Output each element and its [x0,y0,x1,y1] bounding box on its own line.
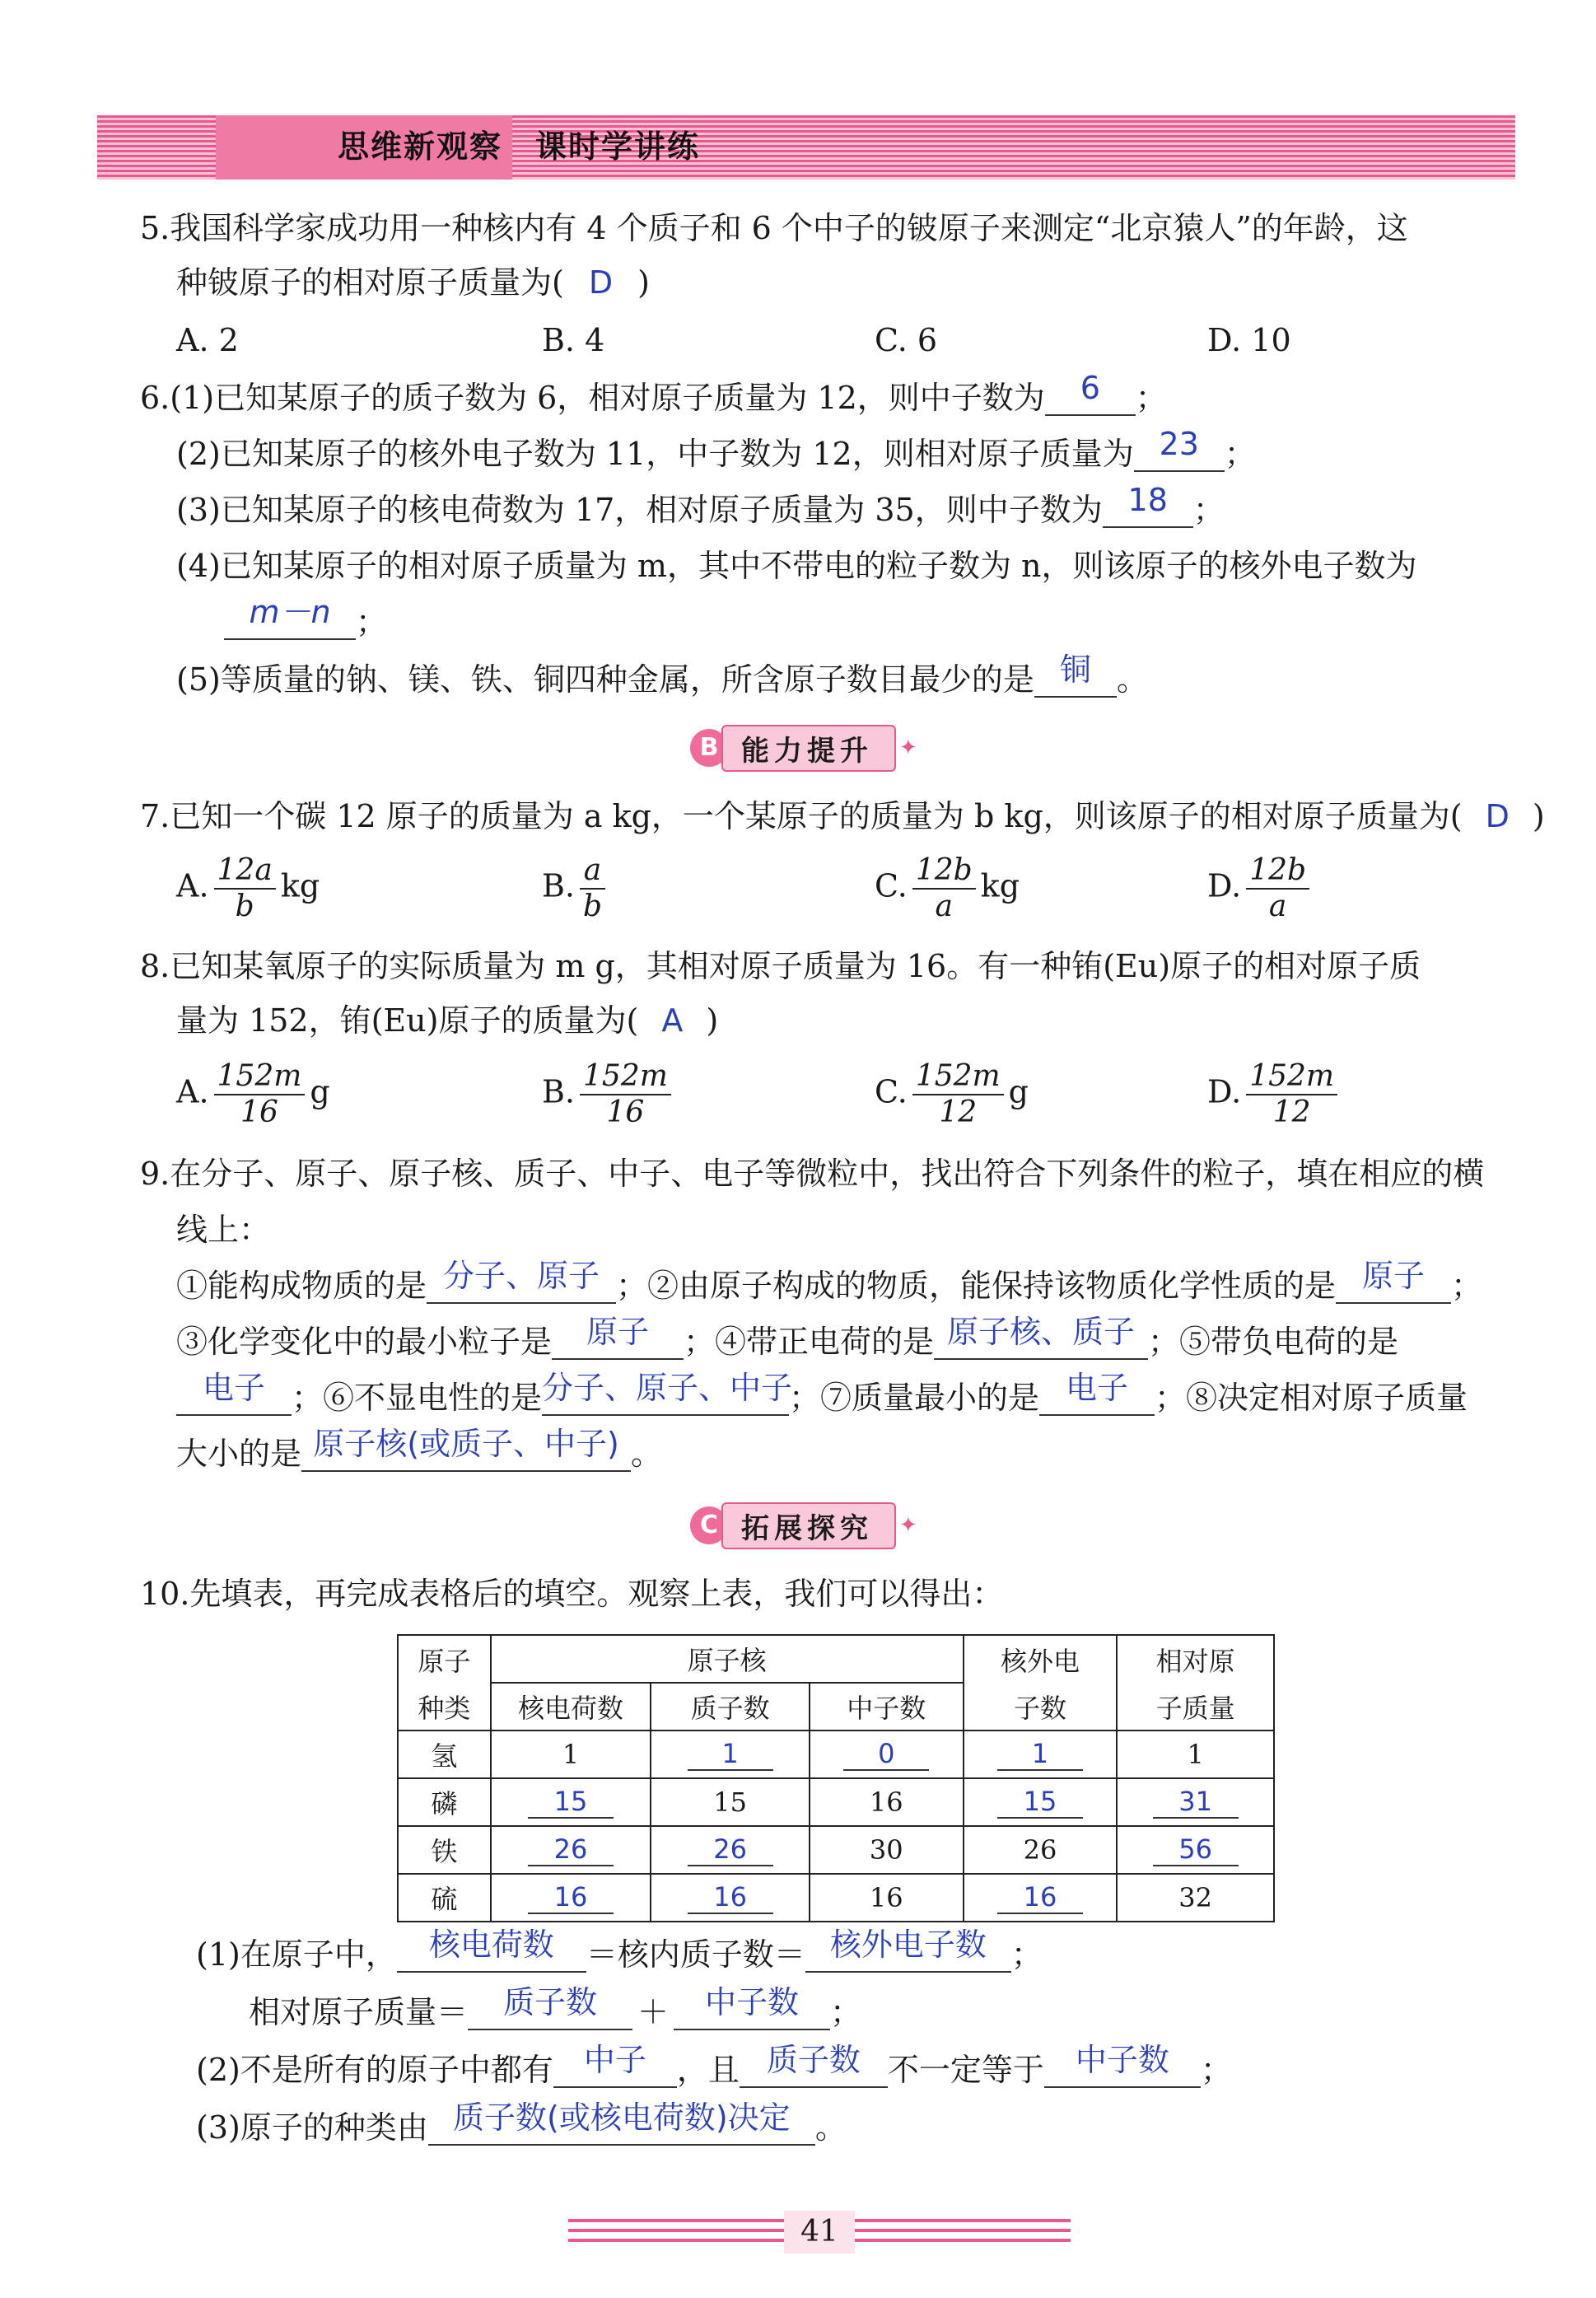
section-banner-c [690,1502,917,1548]
page-footer [568,2207,1071,2257]
q6-part4: (4)已知某原子的相对原子质量为 m，其中不带电的粒子数为 n，则该原子的核外电子数为 [176,548,1417,584]
q9-row3: 电子 ；⑥不显电性的是分子、原子、中子；⑦质量最小的是 电子 ；⑧决定相对原子质量 [176,1377,1468,1418]
q9-row1: ①能构成物质的是 分子、原子 ；②由原子构成的物质，能保持该物质化学性质的是 原子 ； [176,1258,1483,1304]
q10-answer-8: 质子数(或核电荷数)决定 [453,2099,791,2136]
q6-part3: (3)已知某原子的核电荷数为 17，相对原子质量为 35，则中子数为 18 ； [176,482,1225,528]
table-answer-electron: 16 [997,1881,1083,1914]
q9-answer-7: 电子 [1066,1370,1129,1406]
q6-answer-5: 铜 [1059,652,1091,688]
table-cell-electron: 26 [964,1826,1118,1874]
table-cell-charge [491,1874,651,1922]
q10-fill2: 相对原子质量＝ 质子数 ＋ 中子数 ； [249,1984,862,2030]
table-cell-charge: 1 [491,1731,651,1778]
q7-option-a: A. $\frac{12a}{b}$ kg [176,853,320,923]
section-c-badge: C [690,1506,728,1544]
q10-answer-4: 中子数 [705,1984,800,2020]
table-cell-mass: 32 [1117,1874,1274,1922]
table-header-mass: 相对原 [1117,1635,1274,1683]
table-cell-mass: 1 [1117,1731,1274,1778]
table-cell-proton [651,1731,810,1778]
table-cell-neutron: 16 [810,1874,964,1922]
q10-answer-6: 质子数 [766,2042,861,2078]
q8-option-c: C. $\frac{152m}{12}$ g [875,1059,1029,1129]
table-header-neutron: 中子数 [810,1683,964,1731]
table-header-nucleus: 原子核 [491,1635,964,1683]
q10-answer-3: 质子数 [503,1984,598,2020]
q5-option-b: B. 4 [542,322,605,358]
table-cell-neutron: 16 [810,1778,964,1826]
q10-fill4: (3)原子的种类由 质子数(或核电荷数)决定 。 [196,2099,847,2146]
table-answer-neutron: 0 [843,1738,929,1771]
q10-answer-1: 核电荷数 [428,1927,554,1963]
page-number: 41 [784,2211,855,2254]
q6-part4-answer-line: m－n ； [224,601,387,642]
q7-answer: D [1485,798,1510,834]
q8-line2: 量为 152，铕(Eu)原子的质量为( A ) [176,1002,719,1039]
q9-line2: 线上： [176,1212,271,1248]
q5-line1: 5.我国科学家成功用一种核内有 4 个质子和 6 个中子的铍原子来测定“北京猿人”的年龄，这 [140,210,1408,246]
section-b-badge: B [690,729,728,767]
star-icon: ✦ [899,1513,917,1538]
q9-line1: 9.在分子、原子、原子核、质子、中子、电子等微粒中，找出符合下列条件的粒子，填在相应的横 [140,1156,1485,1192]
q9-row2: ③化学变化中的最小粒子是 原子 ；④带正电荷的是 原子核、质子 ；⑤带负电荷的是 [176,1314,1399,1360]
table-row [398,1731,1274,1778]
q8-option-d: D. $\frac{152m}{12}$ [1207,1059,1342,1130]
q5-option-c: C. 6 [875,322,938,358]
table-header-proton: 质子数 [651,1683,810,1731]
table-answer-proton: 26 [688,1833,773,1866]
q9-row4: 大小的是 原子核(或质子、中子) 。 [176,1426,663,1472]
q6-part5: (5)等质量的钠、镁、铁、铜四种金属，所含原子数目最少的是 铜 。 [176,652,1148,698]
table-row-element: 铁 [398,1826,491,1874]
table-row-element: 硫 [398,1874,491,1922]
table-header-electron: 核外电 [964,1635,1118,1683]
table-row-element: 磷 [398,1778,491,1826]
table-cell-proton [651,1826,810,1874]
section-b-title: 能力提升 [721,725,896,772]
q6-answer-4: m－n [249,594,331,630]
table-header-type: 原子 [398,1635,491,1683]
table-answer-charge: 16 [528,1881,614,1914]
q9-answer-1: 分子、原子 [443,1258,600,1294]
q9-answer-6: 分子、原子、中子 [542,1370,793,1406]
q10-fill3: (2)不是所有的原子中都有 中子 ，且 质子数 不一定等于 中子数 ； [196,2042,1232,2088]
q7-option-c: C. $\frac{12b}{a}$ kg [875,853,1020,923]
q5-line2: 种铍原子的相对原子质量为( D ) [176,264,650,301]
q8-option-b: B. $\frac{152m}{16}$ [542,1059,676,1130]
table-cell-electron [964,1874,1118,1922]
table-header-charge: 核电荷数 [491,1683,651,1731]
q6-answer-3: 18 [1127,482,1168,518]
q6-part2: (2)已知某原子的核外电子数为 11，中子数为 12，则相对原子质量为 23 ； [176,426,1256,472]
q9-answer-5: 电子 [202,1370,265,1406]
table-row [398,1874,1274,1922]
table-cell-electron [964,1778,1118,1826]
q10-answer-2: 核外电子数 [829,1927,987,1963]
table-cell-mass [1117,1826,1274,1874]
atom-table: 原子 原子核 核外电 相对原 种类 核电荷数 质子数 中子数 子数 子质量 氢 1 1 0 1 1 磷 15 15 16 15 31 铁 26 26 30 26 56 硫 16 16 16 16 32 [397,1634,1275,1922]
q6-part1: 6.(1)已知某原子的质子数为 6，相对原子质量为 12，则中子数为 6 ； [140,370,1167,416]
section-banner-b [690,725,917,771]
table-cell-neutron: 30 [810,1826,964,1874]
table-cell-electron [964,1731,1118,1778]
table-answer-electron: 1 [997,1738,1083,1771]
q9-answer-2: 原子 [1362,1258,1426,1294]
table-answer-charge: 15 [528,1786,614,1819]
q8-line1: 8.已知某氧原子的实际质量为 m g，其相对原子质量为 16。有一种铕(Eu)原子的相对原子质 [140,948,1421,984]
q8-answer: A [661,1002,684,1039]
table-cell-neutron [810,1731,964,1778]
q7-option-b: B. $\frac{a}{b}$ [542,853,610,924]
table-cell-charge [491,1778,651,1826]
table-row [398,1826,1274,1874]
table-answer-charge: 26 [528,1833,614,1866]
table-answer-electron: 15 [997,1786,1083,1819]
table-cell-charge [491,1826,651,1874]
q10-answer-5: 中子 [583,2042,646,2078]
table-row [398,1778,1274,1826]
q5-option-d: D. 10 [1207,322,1291,358]
q5-option-a: A. 2 [176,322,239,358]
table-row-element: 氢 [398,1731,491,1778]
star-icon: ✦ [899,736,917,760]
q6-answer-1: 6 [1080,370,1100,406]
q8-option-a: A. $\frac{152m}{16}$ g [176,1059,330,1129]
table-cell-proton [651,1874,810,1922]
q7-stem: 7.已知一个碳 12 原子的质量为 a kg，一个某原子的质量为 b kg，则该原子的相对原子质量为( D ) [140,798,1545,834]
q9-answer-8: 原子核(或质子、中子) [313,1426,619,1462]
table-answer-proton: 16 [688,1881,773,1914]
q7-option-d: D. $\frac{12b}{a}$ [1207,853,1314,924]
q9-answer-3: 原子 [586,1314,650,1350]
table-answer-mass: 56 [1153,1833,1239,1866]
header-title: 思维新观察 课时学讲练 [338,128,701,165]
table-cell-mass [1117,1778,1274,1826]
table-answer-mass: 31 [1153,1786,1239,1819]
q10-answer-7: 中子数 [1075,2042,1169,2078]
q10-stem: 10.先填表，再完成表格后的填空。观察上表，我们可以得出： [140,1576,1004,1612]
q9-answer-4: 原子核、质子 [947,1314,1136,1350]
q5-answer: D [588,264,614,301]
table-cell-proton: 15 [651,1778,810,1826]
q10-fill1: (1)在原子中， 核电荷数 ＝核内质子数＝ 核外电子数 ； [196,1927,1043,1973]
table-answer-proton: 1 [688,1738,773,1771]
section-c-title: 拓展探究 [721,1502,896,1549]
q6-answer-2: 23 [1159,426,1199,462]
